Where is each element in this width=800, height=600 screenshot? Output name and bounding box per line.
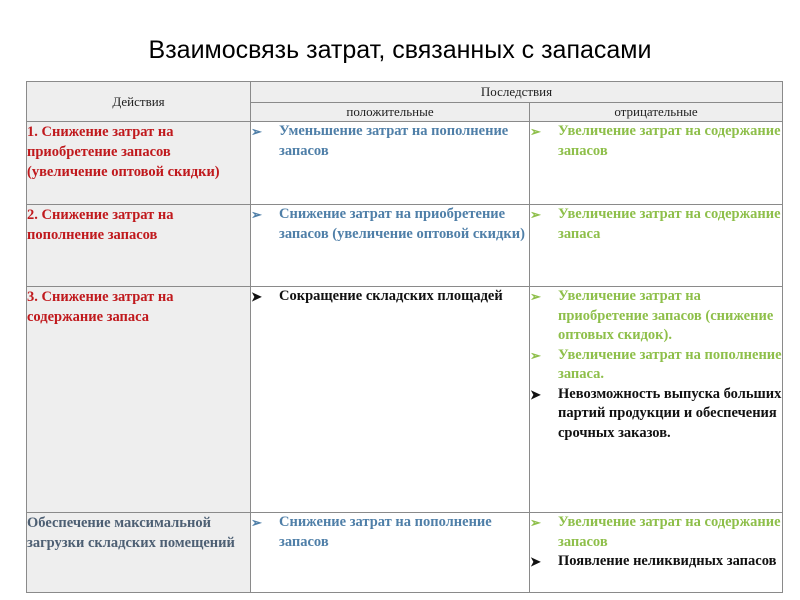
item-text: Снижение затрат на приобретение запасов (увеличение оптовой скидки) <box>279 206 525 242</box>
list-item <box>530 205 782 244</box>
check-arrow-icon: ➢ <box>251 207 262 222</box>
list-item <box>530 287 782 346</box>
negative-cell <box>530 205 783 287</box>
list-item <box>530 346 782 385</box>
table-row <box>27 122 783 205</box>
arrow-bullet-icon: ➤ <box>530 554 541 569</box>
list-item <box>251 122 529 161</box>
item-text: Невозможность выпуска больших партий продукции и обеспечения срочных заказов. <box>558 385 782 441</box>
item-text: Увеличение затрат на содержание запасов <box>558 123 781 159</box>
negative-cell <box>530 287 783 513</box>
item-text: Сокращение складских площадей <box>279 288 503 304</box>
item-text: Появление неликвидных запасов <box>558 553 777 569</box>
header-row <box>27 82 783 103</box>
action-cell: Обеспечение максимальной загрузки складских помещений <box>27 513 251 593</box>
action-cell: 2. Снижение затрат на пополнение запасов <box>27 205 251 287</box>
check-arrow-icon: ➢ <box>530 207 541 222</box>
negative-cell <box>530 122 783 205</box>
header-negative: отрицательные <box>530 103 783 122</box>
header-positive: положительные <box>251 103 530 122</box>
item-text: Увеличение затрат на приобретение запасов (снижение оптовых скидок). <box>558 288 774 343</box>
positive-cell <box>251 205 530 287</box>
check-arrow-icon: ➢ <box>251 515 262 530</box>
list-item <box>251 513 529 552</box>
header-consequences: Последствия <box>251 82 783 103</box>
positive-cell <box>251 513 530 593</box>
list-item <box>530 552 782 572</box>
item-text: Увеличение затрат на содержание запаса <box>558 206 781 242</box>
arrow-bullet-icon: ➤ <box>251 289 262 304</box>
action-cell: 3. Снижение затрат на содержание запаса <box>27 287 251 513</box>
list-item <box>530 122 782 161</box>
list-item <box>251 205 529 244</box>
positive-cell <box>251 122 530 205</box>
check-arrow-icon: ➢ <box>530 347 541 363</box>
list-item <box>530 385 782 444</box>
arrow-bullet-icon: ➤ <box>530 386 541 402</box>
negative-cell <box>530 513 783 593</box>
header-actions: Действия <box>27 82 251 122</box>
slide-title: Взаимосвязь затрат, связанных с запасами <box>148 36 652 64</box>
list-item <box>251 287 529 307</box>
item-text: Снижение затрат на пополнение запасов <box>279 514 492 550</box>
item-text: Увеличение затрат на содержание запасов <box>558 514 781 550</box>
check-arrow-icon: ➢ <box>530 124 541 139</box>
positive-cell <box>251 287 530 513</box>
costs-table <box>26 81 783 593</box>
table-row <box>27 513 783 593</box>
check-arrow-icon: ➢ <box>251 124 262 139</box>
list-item <box>530 513 782 552</box>
check-arrow-icon: ➢ <box>530 289 541 304</box>
action-cell: 1. Снижение затрат на приобретение запасов (увеличение оптовой скидки) <box>27 122 251 205</box>
check-arrow-icon: ➢ <box>530 515 541 530</box>
table-row <box>27 205 783 287</box>
item-text: Уменьшение затрат на пополнение запасов <box>279 123 509 159</box>
item-text: Увеличение затрат на пополнение запаса. <box>558 346 782 382</box>
table-row <box>27 287 783 513</box>
